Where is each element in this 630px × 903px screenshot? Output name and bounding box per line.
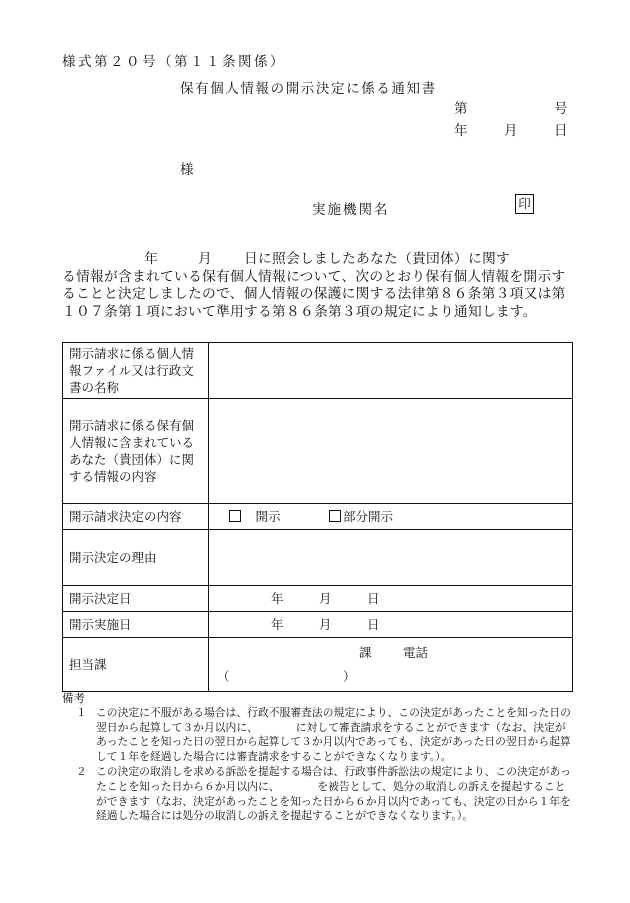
option-partial-disclose[interactable] bbox=[329, 508, 393, 525]
intro-paragraph bbox=[62, 251, 572, 321]
disclose-checkbox[interactable] bbox=[229, 510, 241, 522]
intro-rest: る情報が含まれている保有個人情報について、次のとおり保有個人情報を開示することと決定しましたので、個人情報の保護に関する法律第８６条第３項又は第１０７条第１項において準用する第８６条第３項の規定により通知します。 bbox=[62, 268, 566, 320]
doc-date-day: 日 bbox=[554, 123, 568, 139]
department-paren-open: （ bbox=[217, 669, 230, 684]
row-file-name-label: 開示請求に係る個人情報ファイル又は行政文書の名称 bbox=[63, 343, 209, 399]
row-info-content-label: 開示請求に係る保有個人情報に含まれているあなた（貴団体）に関する情報の内容 bbox=[63, 399, 209, 504]
note-number: ２ bbox=[76, 765, 87, 779]
note-text: この決定の取消しを求める訴訟を提起する場合は、行政事件訴訟法の規定により、この決定があったことを知った日から６か月以内に、 を被告として、処分の取消しの訴えを提起することができます（なお、決定があったことを知った日から６か月以内であっても、決定の日から１年を経過した場合には処分の取消しの訴えを提起することができなくなります。）。 bbox=[96, 765, 571, 823]
option-partial-disclose-label: 部分開示 bbox=[343, 509, 394, 524]
decision-date-year: 年 bbox=[271, 591, 284, 606]
row-department-value bbox=[209, 638, 573, 692]
note-number: １ bbox=[76, 706, 87, 719]
doc-date-year: 年 bbox=[454, 123, 468, 139]
department-paren-close: ） bbox=[343, 669, 356, 684]
note-item bbox=[76, 765, 576, 823]
option-disclose[interactable] bbox=[229, 508, 329, 525]
department-phone-label: 電話 bbox=[403, 645, 429, 660]
form-number: 様式第２０号（第１１条関係） bbox=[62, 54, 286, 70]
decision-date-day: 日 bbox=[367, 591, 380, 606]
seal-mark: 印 bbox=[515, 194, 534, 214]
disclosure-table bbox=[62, 342, 573, 692]
row-decision-content-value bbox=[209, 504, 573, 530]
row-reason-label: 開示決定の理由 bbox=[63, 530, 209, 586]
addressee-honorific: 様 bbox=[180, 162, 194, 178]
row-info-content-value bbox=[209, 399, 573, 504]
department-section-suffix: 課 bbox=[359, 645, 372, 660]
intro-month: 月 bbox=[198, 251, 212, 267]
note-text: この決定に不服がある場合は、行政不服審査法の規定により、この決定があったことを知った日の翌日から起算して３か月以内に、 に対して審査請求をすることができます（なお、決定があったことを知った日の翌日から起算して３か月以内であっても、決定があった日の翌日から起算して１年を経過した場合には審査請求をすることができなくなります。）。 bbox=[96, 706, 571, 763]
decision-date-month: 月 bbox=[319, 591, 332, 606]
doc-no-prefix: 第 bbox=[454, 101, 468, 117]
row-decision-content-label: 開示請求決定の内容 bbox=[63, 504, 209, 530]
partial-disclose-checkbox[interactable] bbox=[329, 510, 341, 522]
row-implementation-date-label: 開示実施日 bbox=[63, 612, 209, 638]
notes-heading: 備考 bbox=[62, 691, 85, 705]
implementation-date-month: 月 bbox=[319, 617, 332, 632]
row-implementation-date-value bbox=[209, 612, 573, 638]
note-item bbox=[76, 706, 576, 764]
doc-no-suffix: 号 bbox=[554, 101, 568, 117]
implementation-date-year: 年 bbox=[271, 617, 284, 632]
row-department-label: 担当課 bbox=[63, 638, 209, 692]
row-decision-date-label: 開示決定日 bbox=[63, 586, 209, 612]
intro-after-day: 日に照会しましたあなた（貴団体）に関す bbox=[244, 251, 510, 267]
agency-label: 実施機関名 bbox=[312, 202, 390, 218]
doc-date-month: 月 bbox=[504, 123, 518, 139]
row-file-name-value bbox=[209, 343, 573, 399]
notes-list bbox=[76, 706, 576, 825]
intro-year: 年 bbox=[144, 251, 158, 267]
row-decision-date-value bbox=[209, 586, 573, 612]
document-title: 保有個人情報の開示決定に係る通知書 bbox=[180, 81, 437, 97]
option-disclose-label: 開示 bbox=[255, 509, 281, 524]
row-reason-value bbox=[209, 530, 573, 586]
implementation-date-day: 日 bbox=[367, 617, 380, 632]
